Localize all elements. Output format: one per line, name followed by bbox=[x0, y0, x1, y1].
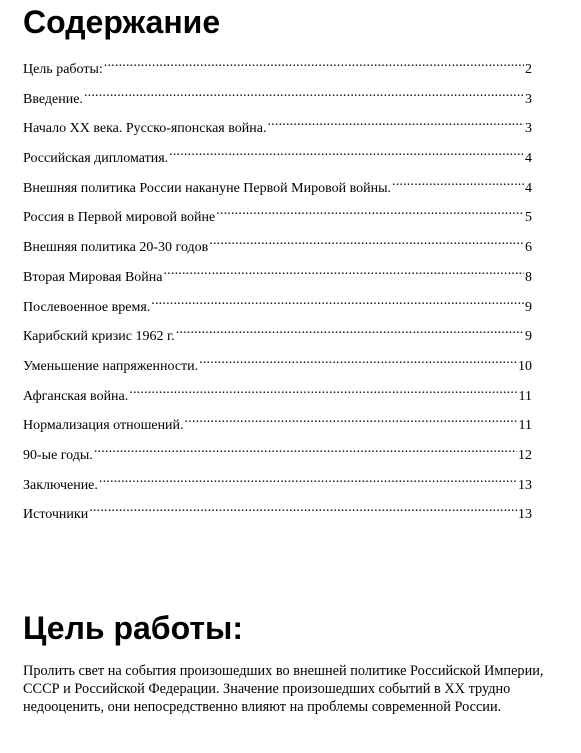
toc-leader-dots bbox=[94, 445, 517, 459]
toc-entry[interactable] bbox=[23, 148, 532, 178]
toc-entry-page: 9 bbox=[525, 329, 532, 345]
section-body-paragraph: Пролить свет на события произошедших во внешней политике Российской Империи, СССР и Российской Федерации. Значение произошедших событий в XX трудно недооценить, они непосредственно влияют на проблемы современной России. bbox=[23, 663, 544, 715]
toc-entry-page: 6 bbox=[525, 240, 532, 256]
toc-entry[interactable] bbox=[23, 178, 532, 208]
toc-leader-dots bbox=[84, 89, 524, 103]
toc-entry[interactable] bbox=[23, 326, 532, 356]
toc-entry-label: Россия в Первой мировой войне bbox=[23, 210, 216, 226]
toc-entry-page: 8 bbox=[525, 269, 532, 285]
toc-entry[interactable] bbox=[23, 297, 532, 327]
toc-entry-label: Заключение. bbox=[23, 477, 98, 493]
toc-entry-page: 11 bbox=[518, 418, 532, 434]
toc-entry-label: Послевоенное время. bbox=[23, 299, 151, 315]
toc-entry[interactable] bbox=[23, 237, 532, 267]
toc-entry-page: 4 bbox=[525, 151, 532, 167]
toc-entry-label: Российская дипломатия. bbox=[23, 151, 169, 167]
toc-entry-label: Введение. bbox=[23, 91, 83, 107]
toc-entry-label: Уменьшение напряженности. bbox=[23, 358, 199, 374]
toc-leader-dots bbox=[185, 415, 518, 429]
toc-entry[interactable] bbox=[23, 475, 532, 505]
toc-leader-dots bbox=[199, 356, 517, 370]
toc-entry-label: 90-ые годы. bbox=[23, 447, 93, 463]
toc-entry-page: 10 bbox=[518, 358, 532, 374]
toc-entry-page: 11 bbox=[518, 388, 532, 404]
toc-entry-label: Внешняя политика 20-30 годов bbox=[23, 240, 209, 256]
toc-leader-dots bbox=[151, 297, 524, 311]
toc-entry[interactable] bbox=[23, 356, 532, 386]
toc-entry-label: Нормализация отношений. bbox=[23, 418, 184, 434]
toc-entry-page: 5 bbox=[525, 210, 532, 226]
toc-entry-label: Внешняя политика России накануне Первой Мировой войны. bbox=[23, 180, 391, 196]
toc-entry-page: 9 bbox=[525, 299, 532, 315]
toc-title: Содержание bbox=[23, 4, 221, 40]
section-title: Цель работы: bbox=[23, 610, 243, 646]
toc-leader-dots bbox=[216, 207, 524, 221]
toc-entry-label: Вторая Мировая Война bbox=[23, 269, 163, 285]
toc-leader-dots bbox=[104, 59, 524, 73]
toc-leader-dots bbox=[163, 267, 524, 281]
toc-entry-label: Источники bbox=[23, 507, 89, 523]
toc-entry-label: Начало XX века. Русско-японская война. bbox=[23, 121, 267, 137]
toc-entry-page: 3 bbox=[525, 121, 532, 137]
toc-leader-dots bbox=[99, 475, 517, 489]
toc-entry-label: Цель работы: bbox=[23, 62, 103, 77]
toc-entry-page: 13 bbox=[518, 507, 532, 523]
toc-entry-label: Карибский кризис 1962 г. bbox=[23, 329, 175, 345]
toc-entry-page: 12 bbox=[518, 447, 532, 463]
toc-entry[interactable] bbox=[23, 386, 532, 416]
toc-leader-dots bbox=[267, 118, 524, 132]
toc-entry-page: 2 bbox=[525, 62, 532, 77]
toc-leader-dots bbox=[169, 148, 524, 162]
toc-leader-dots bbox=[209, 237, 524, 251]
toc-leader-dots bbox=[129, 386, 517, 400]
toc-leader-dots bbox=[89, 504, 517, 518]
toc-entry[interactable] bbox=[23, 415, 532, 445]
toc-entry-page: 4 bbox=[525, 180, 532, 196]
toc-leader-dots bbox=[392, 178, 524, 192]
toc-entry-page: 13 bbox=[518, 477, 532, 493]
toc-entry[interactable] bbox=[23, 445, 532, 475]
toc-entry[interactable] bbox=[23, 504, 532, 534]
toc-entry[interactable] bbox=[23, 89, 532, 119]
toc-entry-page: 3 bbox=[525, 91, 532, 107]
toc-entry[interactable] bbox=[23, 59, 532, 89]
toc-entry-label: Афганская война. bbox=[23, 388, 129, 404]
toc-entry[interactable] bbox=[23, 267, 532, 297]
toc-entry[interactable] bbox=[23, 118, 532, 148]
toc-leader-dots bbox=[176, 326, 524, 340]
table-of-contents bbox=[23, 59, 532, 534]
toc-entry[interactable] bbox=[23, 207, 532, 237]
